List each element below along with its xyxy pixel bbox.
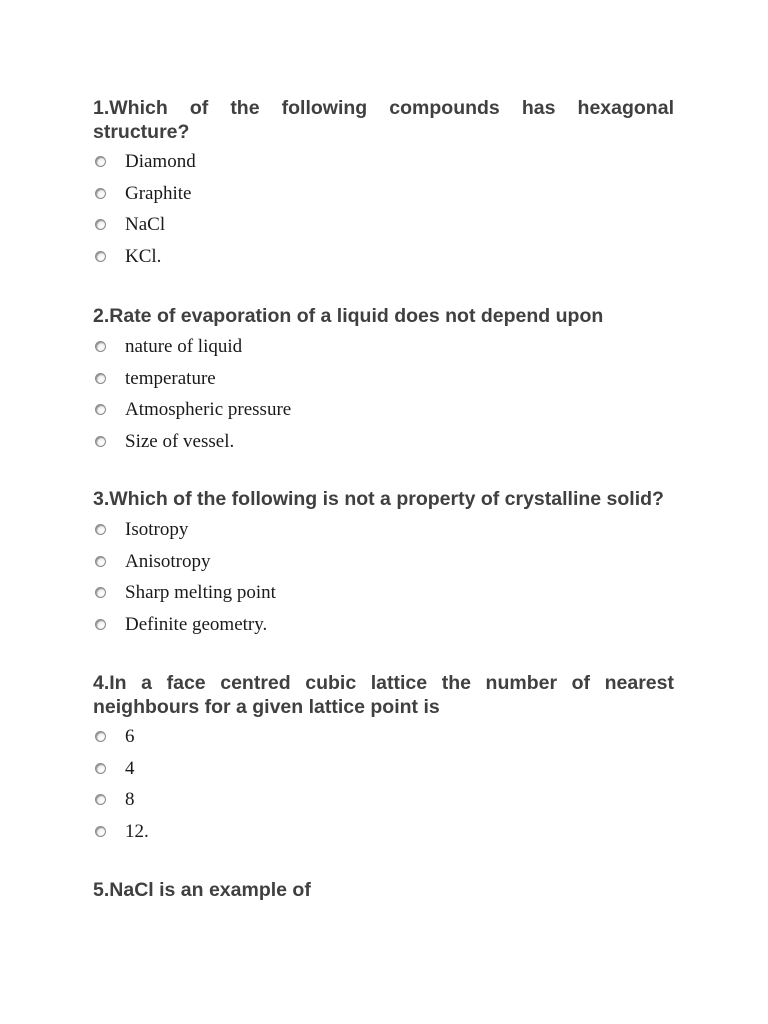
option-label: temperature [125, 367, 216, 389]
question-4 [93, 671, 674, 852]
question-4-options [93, 726, 674, 852]
option-12[interactable] [93, 821, 674, 853]
option-label: nature of liquid [125, 336, 243, 357]
option-label: Anisotropy [125, 550, 211, 572]
option-kcl[interactable] [93, 246, 674, 278]
question-1-options [93, 151, 674, 277]
option-label: 4 [125, 757, 135, 779]
option-sharp-melting-point[interactable] [93, 582, 674, 614]
option-size-of-vessel[interactable] [93, 431, 674, 463]
option-label: Diamond [125, 151, 196, 172]
radio-button[interactable] [95, 619, 106, 630]
radio-button[interactable] [95, 341, 106, 352]
option-label: Isotropy [125, 519, 189, 540]
radio-button[interactable] [95, 524, 106, 535]
option-graphite[interactable] [93, 183, 674, 215]
question-2 [93, 304, 674, 462]
radio-button[interactable] [95, 556, 106, 567]
option-label: Sharp melting point [125, 582, 276, 604]
option-anisotropy[interactable] [93, 551, 674, 583]
question-5-title: 5.NaCl is an example of [93, 879, 311, 901]
option-label: Atmospheric pressure [125, 399, 292, 421]
option-diamond[interactable] [93, 151, 674, 183]
option-nacl[interactable] [93, 214, 674, 246]
radio-button[interactable] [95, 794, 106, 805]
question-2-title: 2.Rate of evaporation of a liquid does not depend upon [93, 305, 604, 327]
radio-button[interactable] [95, 188, 106, 199]
question-1-title: 1.Which of the following compounds has hexagonal structure? [93, 97, 674, 143]
radio-button[interactable] [95, 251, 106, 262]
question-1 [93, 96, 674, 277]
radio-button[interactable] [95, 404, 106, 415]
option-label: 6 [125, 726, 135, 747]
option-label: KCl. [125, 245, 162, 267]
option-nature-of-liquid[interactable] [93, 336, 674, 368]
radio-button[interactable] [95, 219, 106, 230]
radio-button[interactable] [95, 373, 106, 384]
option-8[interactable] [93, 789, 674, 821]
option-definite-geometry[interactable] [93, 614, 674, 646]
option-label: Graphite [125, 182, 192, 204]
option-4[interactable] [93, 758, 674, 790]
option-6[interactable] [93, 726, 674, 758]
radio-button[interactable] [95, 763, 106, 774]
radio-button[interactable] [95, 731, 106, 742]
radio-button[interactable] [95, 156, 106, 167]
option-label: 8 [125, 789, 135, 811]
radio-button[interactable] [95, 436, 106, 447]
radio-button[interactable] [95, 587, 106, 598]
option-label: Definite geometry. [125, 613, 268, 635]
option-label: Size of vessel. [125, 430, 235, 452]
option-isotropy[interactable] [93, 519, 674, 551]
question-3-options [93, 519, 674, 645]
question-5 [93, 878, 674, 902]
question-2-options [93, 336, 674, 462]
radio-button[interactable] [95, 826, 106, 837]
option-atmospheric-pressure[interactable] [93, 399, 674, 431]
option-label: NaCl [125, 214, 166, 236]
question-3 [93, 487, 674, 645]
option-temperature[interactable] [93, 368, 674, 400]
option-label: 12. [125, 820, 149, 842]
question-3-title: 3.Which of the following is not a property of crystalline solid? [93, 488, 664, 510]
question-4-title: 4.In a face centred cubic lattice the number of nearest neighbours for a given lattice point is [93, 672, 674, 718]
